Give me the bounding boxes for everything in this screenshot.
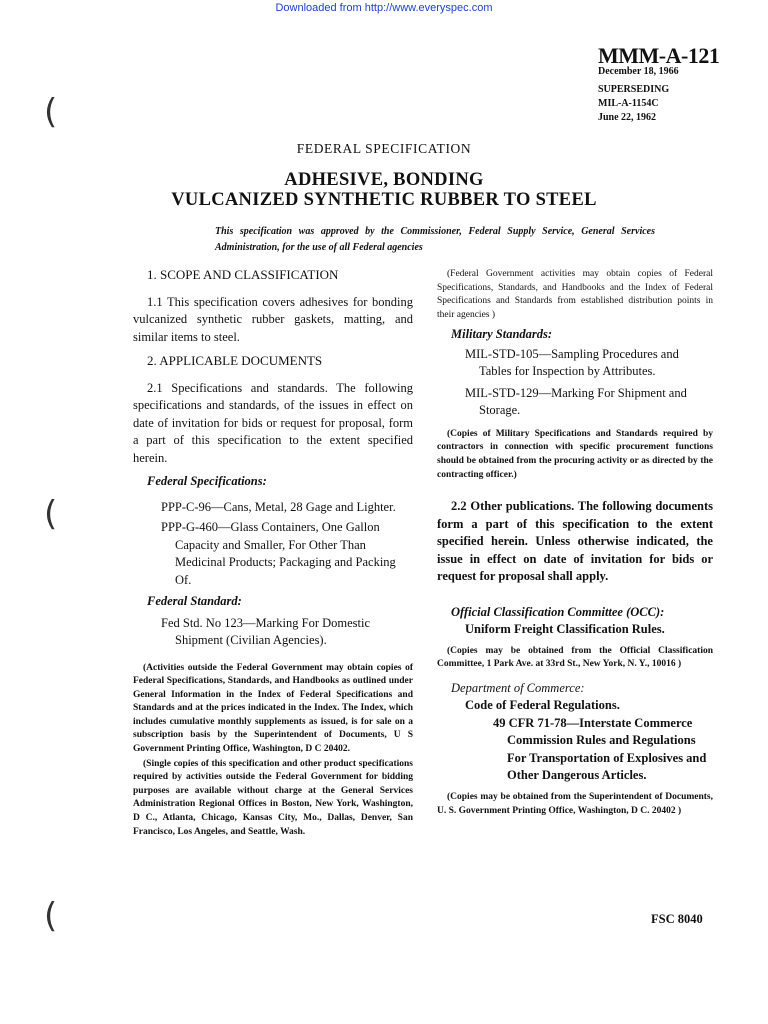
- note-commerce-copies: (Copies may be obtained from the Superintendent of Documents, U. S. Government Printing Office, Washington, D C. 20402 ): [437, 791, 713, 816]
- approval-statement: This specification was approved by the Commissioner, Federal Supply Service, General Services Administration, for the use of all Federal agencies: [215, 226, 655, 253]
- mil-std-105-item: MIL-STD-105—Sampling Procedures and Tables for Inspection by Attributes.: [465, 346, 679, 379]
- superseded-date: June 22, 1962: [598, 112, 657, 123]
- title-line-2: VULCANIZED SYNTHETIC RUBBER TO STEEL: [171, 190, 597, 210]
- note-military-copies: (Copies of Military Specifications and Standards required by contractors in connection with specific procurement functions should be obtained from the procuring activity or as directed by the contracting officer.): [437, 428, 713, 480]
- superseded-number: MIL-A-1154C: [598, 98, 659, 109]
- binder-hole-mark: (: [44, 896, 58, 936]
- title-line-1: ADHESIVE, BONDING: [284, 170, 484, 190]
- superseding-label: SUPERSEDING: [598, 84, 670, 95]
- cfr-49-item: 49 CFR 71-78—Interstate Commerce Commission Rules and Regulations For Transportation of Explosives and Other Dangerous Articles.: [493, 715, 707, 783]
- note-federal-activities: (Federal Government activities may obtain copies of Federal Specifications, Standards, and Handbooks and the Index of Federal Specifications and Standards from established distribution points in their agencies ): [437, 269, 713, 320]
- section-2-heading: 2. APPLICABLE DOCUMENTS: [147, 353, 323, 368]
- left-column: [133, 266, 413, 839]
- download-banner-link[interactable]: Downloaded from http://www.everyspec.com: [275, 2, 493, 14]
- paragraph-2-1: 2.1 Specifications and standards. The following specifications and standards, of the issues in effect on date of invitation for bids or request for proposal, form a part of this specification to the extent specified herein.: [133, 380, 413, 465]
- binder-hole-mark: (: [44, 494, 58, 534]
- fsc-code: FSC 8040: [651, 912, 703, 926]
- paragraph-1-1: 1.1 This specification covers adhesives for bonding vulcanized synthetic rubber gaskets, matting, and similar items to steel.: [133, 294, 413, 344]
- ppp-g-460-item: PPP-G-460—Glass Containers, One Gallon Capacity and Smaller, For Other Than Medicinal Products; Packaging and Packing Of.: [161, 520, 396, 587]
- binder-hole-mark: (: [44, 92, 58, 132]
- right-column: [437, 268, 713, 818]
- occ-item: Uniform Freight Classification Rules.: [465, 622, 665, 637]
- paragraph-2-2: 2.2 Other publications. The following documents form a part of this specification to the extent specified herein. Unless otherwise indicated, the issue in effect on date of invitation for bids or request for proposal shall apply.: [437, 499, 713, 584]
- note-single-copies: (Single copies of this specification and other product specifications required by activities outside the Federal Government for bidding purposes are available without charge at the General Services Administration Regional Offices in Boston, New York, Washington, D C., Atlanta, Chicago, Kansas City, Mo., Dallas, Denver, San Francisco, Los Angeles, and Seattle, Wash.: [133, 758, 413, 837]
- section-1-heading: 1. SCOPE AND CLASSIFICATION: [147, 267, 339, 282]
- fed-std-123-item: Fed Std. No 123—Marking For Domestic Shipment (Civilian Agencies).: [161, 615, 371, 647]
- federal-specifications-label: Federal Specifications:: [147, 474, 267, 488]
- military-standards-label: Military Standards:: [451, 327, 553, 342]
- document-date: December 18, 1966: [598, 66, 679, 77]
- mil-std-129-item: MIL-STD-129—Marking For Shipment and Storage.: [465, 385, 687, 418]
- federal-standard-label: Federal Standard:: [147, 594, 242, 608]
- spec-type: FEDERAL SPECIFICATION: [296, 141, 472, 156]
- occ-label: Official Classification Committee (OCC):: [451, 604, 665, 619]
- document-number: MMM-A-121: [598, 43, 720, 68]
- note-activities-outside: (Activities outside the Federal Government may obtain copies of Federal Specifications, Standards, and Handbooks as outlined under General Information in the Index of Federal Specifications and Standards and at the prices indicated in the Index. The Index, which includes cumulative monthly supplements as issued, is for sale on a subscription basis by the Superintendent of Documents, U S Government Printing Office, Washington, D C 20402.: [133, 662, 413, 755]
- cfr-label: Code of Federal Regulations.: [465, 698, 620, 713]
- department-of-commerce-label: Department of Commerce:: [451, 680, 585, 695]
- note-occ-copies: (Copies may be obtained from the Official Classification Committee, 1 Park Ave. at 33rd St., New York, N. Y., 10016 ): [437, 645, 713, 670]
- ppp-c-96-item: PPP-C-96—Cans, Metal, 28 Gage and Lighter.: [161, 499, 396, 514]
